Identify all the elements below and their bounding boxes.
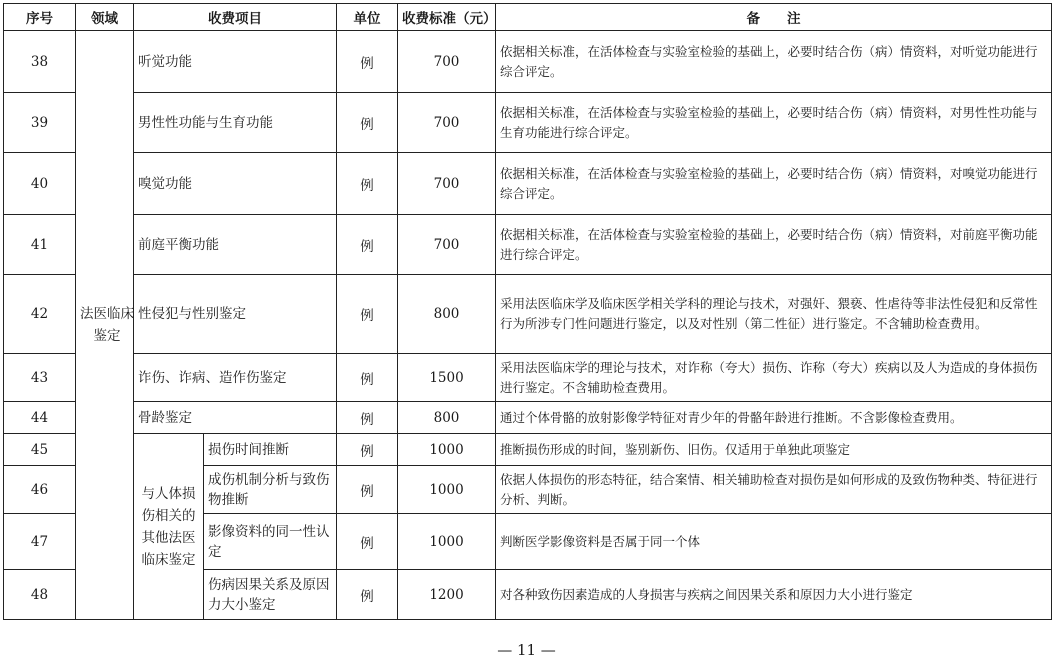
header-note: 备 注: [496, 4, 1052, 31]
row-price: 800: [398, 402, 496, 434]
header-seq: 序号: [4, 4, 76, 31]
row-item: 性侵犯与性别鉴定: [134, 275, 337, 354]
row-unit: 例: [337, 153, 398, 215]
row-item: 前庭平衡功能: [134, 215, 337, 275]
row-price: 700: [398, 215, 496, 275]
group-cell: [134, 434, 204, 620]
row-note: 推断损伤形成的时间，鉴别新伤、旧伤。仅适用于单独此项鉴定: [496, 434, 1052, 466]
table-row: [4, 31, 1052, 93]
row-price: 1200: [398, 570, 496, 620]
row-price: 700: [398, 31, 496, 93]
table-row: [4, 275, 1052, 354]
row-note: 采用法医临床学的理论与技术，对诈称（夸大）损伤、诈称（夸大）疾病以及人为造成的身体损伤进行鉴定。不含辅助检查费用。: [496, 354, 1052, 402]
row-item: 影像资料的同一性认定: [204, 514, 337, 570]
row-seq: 40: [4, 153, 76, 215]
row-note: 依据相关标准，在活体检查与实验室检验的基础上，必要时结合伤（病）情资料，对前庭平衡功能进行综合评定。: [496, 215, 1052, 275]
row-note: 判断医学影像资料是否属于同一个体: [496, 514, 1052, 570]
table-row: [4, 354, 1052, 402]
row-unit: 例: [337, 93, 398, 153]
row-note: 采用法医临床学及临床医学相关学科的理论与技术，对强奸、猥亵、性虐待等非法性侵犯和反常性行为所涉专门性问题进行鉴定，以及对性别（第二性征）进行鉴定。不含辅助检查费用。: [496, 275, 1052, 354]
row-note: 依据相关标准，在活体检查与实验室检验的基础上，必要时结合伤（病）情资料，对男性性功能与生育功能进行综合评定。: [496, 93, 1052, 153]
field-name: 法医临床鉴定: [80, 306, 134, 344]
row-unit: 例: [337, 215, 398, 275]
row-price: 700: [398, 153, 496, 215]
row-item: 损伤时间推断: [204, 434, 337, 466]
table-row: [4, 93, 1052, 153]
row-note: 依据相关标准，在活体检查与实验室检验的基础上，必要时结合伤（病）情资料，对听觉功能进行综合评定。: [496, 31, 1052, 93]
row-price: 1000: [398, 434, 496, 466]
group-name: 与人体损伤相关的其他法医临床鉴定: [141, 485, 196, 568]
row-seq: 46: [4, 466, 76, 514]
row-item: 伤病因果关系及原因力大小鉴定: [204, 570, 337, 620]
row-unit: 例: [337, 514, 398, 570]
header-row: [4, 4, 1052, 31]
row-price: 1500: [398, 354, 496, 402]
row-seq: 38: [4, 31, 76, 93]
table-row: [4, 402, 1052, 434]
row-item: 诈伤、诈病、造作伤鉴定: [134, 354, 337, 402]
row-seq: 48: [4, 570, 76, 620]
row-price: 1000: [398, 514, 496, 570]
row-seq: 45: [4, 434, 76, 466]
page-number: — 11 —: [497, 641, 556, 659]
table-row: [4, 215, 1052, 275]
row-unit: 例: [337, 434, 398, 466]
row-seq: 41: [4, 215, 76, 275]
row-note: 对各种致伤因素造成的人身损害与疾病之间因果关系和原因力大小进行鉴定: [496, 570, 1052, 620]
row-unit: 例: [337, 275, 398, 354]
header-price: 收费标准（元）: [398, 4, 496, 31]
row-note: 通过个体骨骼的放射影像学特征对青少年的骨骼年龄进行推断。不含影像检查费用。: [496, 402, 1052, 434]
field-cell: [76, 31, 134, 620]
row-seq: 43: [4, 354, 76, 402]
row-seq: 44: [4, 402, 76, 434]
row-price: 1000: [398, 466, 496, 514]
row-seq: 47: [4, 514, 76, 570]
row-unit: 例: [337, 31, 398, 93]
row-unit: 例: [337, 402, 398, 434]
row-seq: 39: [4, 93, 76, 153]
row-item: 嗅觉功能: [134, 153, 337, 215]
row-note: 依据人体损伤的形态特征，结合案情、相关辅助检查对损伤是如何形成的及致伤物种类、特征进行分析、判断。: [496, 466, 1052, 514]
row-item: 骨龄鉴定: [134, 402, 337, 434]
row-seq: 42: [4, 275, 76, 354]
fee-table: [3, 3, 1052, 620]
header-field: 领域: [76, 4, 134, 31]
header-item: 收费项目: [134, 4, 337, 31]
row-price: 700: [398, 93, 496, 153]
header-unit: 单位: [337, 4, 398, 31]
row-item: 听觉功能: [134, 31, 337, 93]
row-unit: 例: [337, 354, 398, 402]
row-price: 800: [398, 275, 496, 354]
row-unit: 例: [337, 570, 398, 620]
row-note: 依据相关标准，在活体检查与实验室检验的基础上，必要时结合伤（病）情资料，对嗅觉功能进行综合评定。: [496, 153, 1052, 215]
table-row: [4, 153, 1052, 215]
row-unit: 例: [337, 466, 398, 514]
row-item: 男性性功能与生育功能: [134, 93, 337, 153]
table-row: [4, 434, 1052, 466]
row-item: 成伤机制分析与致伤物推断: [204, 466, 337, 514]
